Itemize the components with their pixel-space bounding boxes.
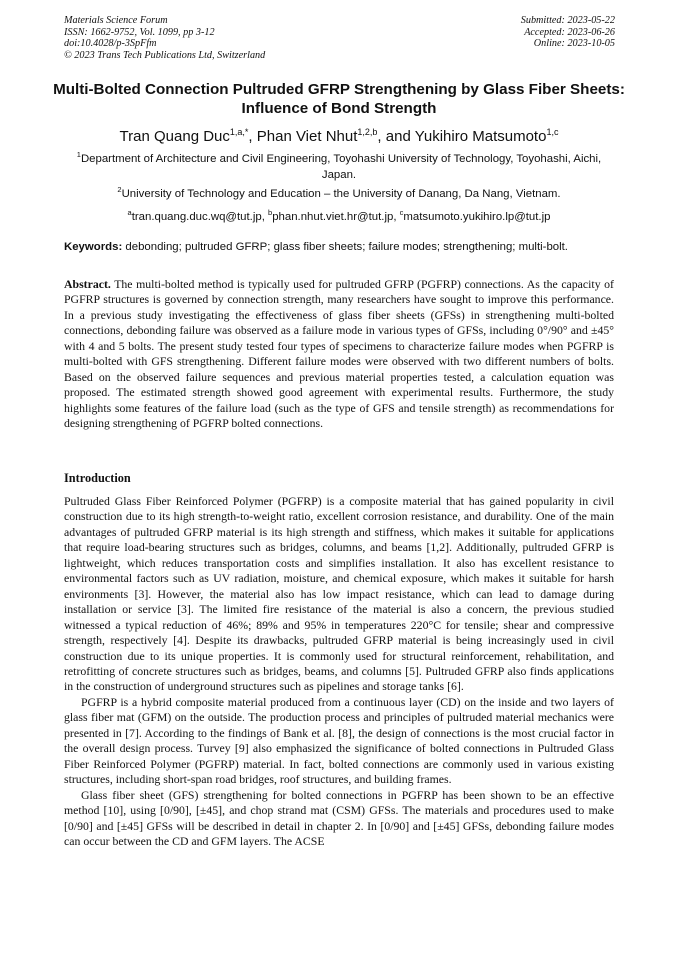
abstract-text: The multi-bolted method is typically used for pultruded GFRP (PGFRP) connections. As the capacity of PGFRP structures is governed by connection strength, many researchers have sought to improve this performance. In a previous study investigating the effectiveness of glass fiber sheets (GFSs) in strengthening multi-bolted connections, debonding failure was observed as a failure mode in various types of GFSs, including 0°/90° and ±45° with 4 and 5 bolts. The present study tested four types of specimens to characterize failure modes when PGFRP is multi-bolted with GFS strengthening. Different failure modes were observed with two different numbers of bolts. Based on the observed failure sequences and previous material properties tested, a calculation equation was proposed. The estimated strength showed good agreement with experimental results. Furthermore, the study highlights some features of the failure load (such as the type of GFS and tensile strength) as recommendations for designing strengthening of PGFRP bolted connections. [64,277,614,431]
journal-header [64,15,265,61]
author-list [40,123,638,146]
author-separator: , [377,128,386,145]
author-affiliation-mark: 1,2,b [357,127,378,137]
publication-dates [521,15,615,50]
email-mark: c [399,208,404,217]
email-mark: a [127,208,132,217]
affiliation [70,182,608,202]
author-conjunction: and [385,128,415,145]
online-date: Online: 2023-10-05 [533,38,615,50]
introduction-body [64,494,614,849]
submitted-date: Submitted: 2023-05-22 [520,15,615,26]
abstract-label: Abstract. [64,277,111,291]
author-name: Yukihiro Matsumoto [414,128,547,145]
keywords-text: debonding; pultruded GFRP; glass fiber sheets; failure modes; strengthening; multi-bolt. [122,241,568,253]
author-emails [40,206,638,224]
affiliation-mark: 2 [117,185,122,194]
keywords [64,240,624,254]
section-heading-introduction: Introduction [64,471,131,485]
paper-title: Multi-Bolted Connection Pultruded GFRP Strengthening by Glass Fiber Sheets: Influence of Bond Strength [53,81,625,117]
author-separator: , [248,128,257,145]
journal-name: Materials Science Forum [64,15,168,26]
author-name: Phan Viet Nhut [256,128,358,145]
affiliation-text: University of Technology and Education – the University of Danang, Da Nang, Vietnam. [121,187,561,200]
accepted-date: Accepted: 2023-06-26 [524,26,615,38]
issn-volume: ISSN: 1662-9752, Vol. 1099, pp 3-12 [64,26,215,38]
affiliation-text: Department of Architecture and Civil Engineering, Toyohashi University of Technology, Toyohashi, Aichi, Japan. [80,152,602,181]
intro-paragraph-1: Pultruded Glass Fiber Reinforced Polymer (PGFRP) is a composite material that has gained popularity in civil construction due to its high strength-to-weight ratio, excellent corrosion resistance, and durability. One of the main advantages of pultruded GFRP material is its high strength and stiffness, which makes it suitable for applications that require load-bearing structures such as bridges, columns, and beams [1,2]. Additionally, pultruded GFRP is lightweight, which reduces transportation costs and simplifies installation. It also has excellent resistance to environmental factors such as UV radiation, moisture, and chemical exposure, which makes it suitable for harsh environments [3]. However, the material also has low impact resistance, which can lead to damage during installation or service [3]. The limited fire resistance of the material is also a concern, the previous studied witnessed a typical reduction of 46%; 89% and 95% in temperatures 220°C for tensile; shear and compressive strength, respectively [4]. Despite its drawbacks, pultruded GFRP material is being increasingly used in civil construction due to its unique properties. It is commonly used for structural reinforcement, rehabilitation, and retrofitting of concrete structures such as bridges, beams, and columns [5]. Pultruded GFRP also finds applications in the construction of underground structures such as pipelines and storage tanks [6]. [64,494,614,694]
author-affiliation-mark: 1,a,* [229,127,249,137]
affiliation [70,147,608,183]
author-affiliation-mark: 1,c [546,127,559,137]
intro-paragraph-2: PGFRP is a hybrid composite material produced from a continuous layer (CD) on the inside and two layers of glass fiber mat (GFM) on the outside. The production process and principles of pultruded material mechanics were presented in [7]. According to the findings of Bank et al. [8], the design of connections is the most crucial factor in the overall design process. Turvey [9] also emphasized the significance of bolted connections in Pultruded Glass Fiber Reinforced Polymer (PGFRP) material. In fact, bolted connections are commonly used in various existing structures, including short-span road bridges, roof structures, and building frames. [64,694,614,787]
email-link[interactable]: matsumoto.yukihiro.lp@tut.jp [403,210,551,223]
doi: doi:10.4028/p-3SpFfm [64,38,157,50]
email-separator: , [393,210,400,223]
email-link[interactable]: tran.quang.duc.wq@tut.jp [131,210,262,223]
copyright: © 2023 Trans Tech Publications Ltd, Switzerland [64,49,266,61]
email-separator: , [261,210,269,223]
email-link[interactable]: phan.nhut.viet.hr@tut.jp [272,210,394,223]
abstract [64,277,614,432]
keywords-label: Keywords: [64,241,123,253]
email-mark: b [268,208,273,217]
author-name: Tran Quang Duc [119,128,230,145]
intro-paragraph-3: Glass fiber sheet (GFS) strengthening for bolted connections in PGFRP has been shown to be an effective method [10], using [0/90], [±45], and chop strand mat (CSM) GFSs. The materials and procedures used to make [0/90] and [±45] GFSs will be described in detail in chapter 2. In [0/90] and [±45] GFSs, debonding failure modes can occur between the CD and GFM layers. The ACSE [64,787,614,848]
affiliation-mark: 1 [76,150,81,159]
